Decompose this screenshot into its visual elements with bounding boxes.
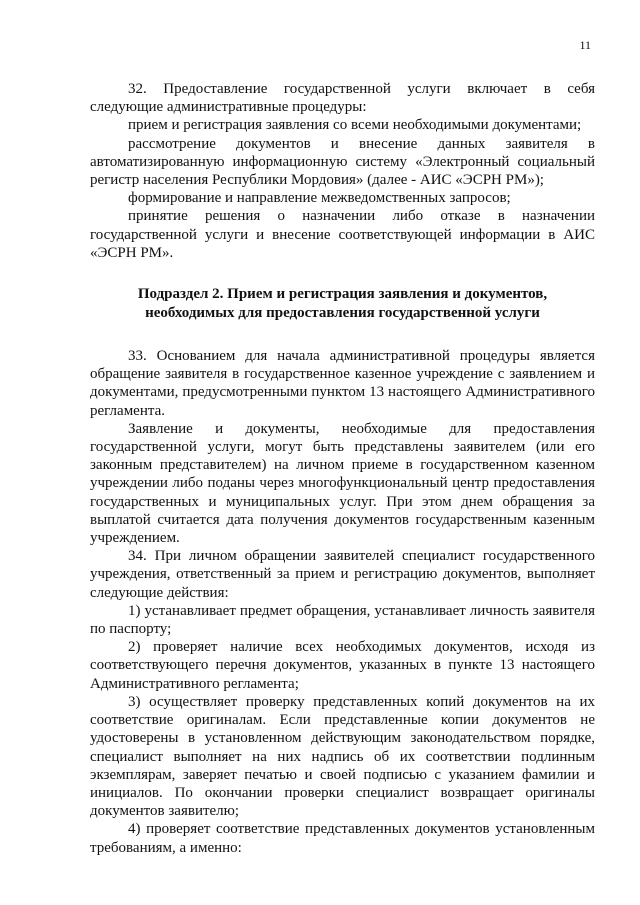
procedure-item-requests: формирование и направление межведомственных запросов; xyxy=(128,190,511,207)
action-item-4: 4) проверяет соответствие представленных документов установленным требованиям, а именно: xyxy=(90,821,595,856)
procedure-item-decision: принятие решения о назначении либо отказе в назначении государственной услуги и внесение соответствующей информации в АИС «ЭСРН РМ». xyxy=(90,208,595,261)
action-item-3: 3) осуществляет проверку представленных копий документов на их соответствие оригиналам. Если представленные копии документов не удостоверены в установленном действующим законодательством порядке, специалист выполняет на них надпись об их соответствии подлинным экземплярам, заверяет печатью и своей подписью с указанием фамилии и инициалов. По окончании проверки специалист возвращает оригиналы документов заявителю; xyxy=(90,693,595,820)
procedure-item-reception: прием и регистрация заявления со всеми необходимыми документами; xyxy=(128,117,582,134)
paragraph-33: 33. Основанием для начала административной процедуры является обращение заявителя в государственное казенное учреждение с заявлением и документами, предусмотренными пунктом 13 настоящего Административного регламента. xyxy=(90,348,595,419)
page-number: 11 xyxy=(579,38,591,52)
paragraph-34: 34. При личном обращении заявителей специалист государственного учреждения, ответственный за прием и регистрацию документов, выполняет следующие действия: xyxy=(90,548,595,601)
document-body xyxy=(90,80,595,857)
procedure-item-review: рассмотрение документов и внесение данных заявителя в автоматизированную информационную систему «Электронный социальный регистр населения Республики Мордовия» (далее - АИС «ЭСРН РМ»); xyxy=(90,135,595,189)
paragraph-32: 32. Предоставление государственной услуги включает в себя следующие административные процедуры: xyxy=(90,81,595,116)
action-item-1: 1) устанавливает предмет обращения, устанавливает личность заявителя по паспорту; xyxy=(90,602,595,638)
paragraph-33-submission: Заявление и документы, необходимые для предоставления государственной услуги, могут быть представлены заявителем (или его законным представителем) на личном приеме в государственном казенном учреждении либо поданы через многофункциональный центр предоставления государственных и муниципальных услуг. При этом днем обращения за выплатой считается дата получения документов государственным казенным учреждением. xyxy=(90,420,595,547)
subsection-heading xyxy=(90,285,595,322)
subsection-heading-line-1: Подраздел 2. Прием и регистрация заявления и документов, xyxy=(137,286,548,303)
action-item-2: 2) проверяет наличие всех необходимых документов, исходя из соответствующего перечня документов, указанных в пункте 13 настоящего Административного регламента; xyxy=(90,639,595,692)
subsection-heading-line-2: необходимых для предоставления государственной услуги xyxy=(145,304,540,321)
